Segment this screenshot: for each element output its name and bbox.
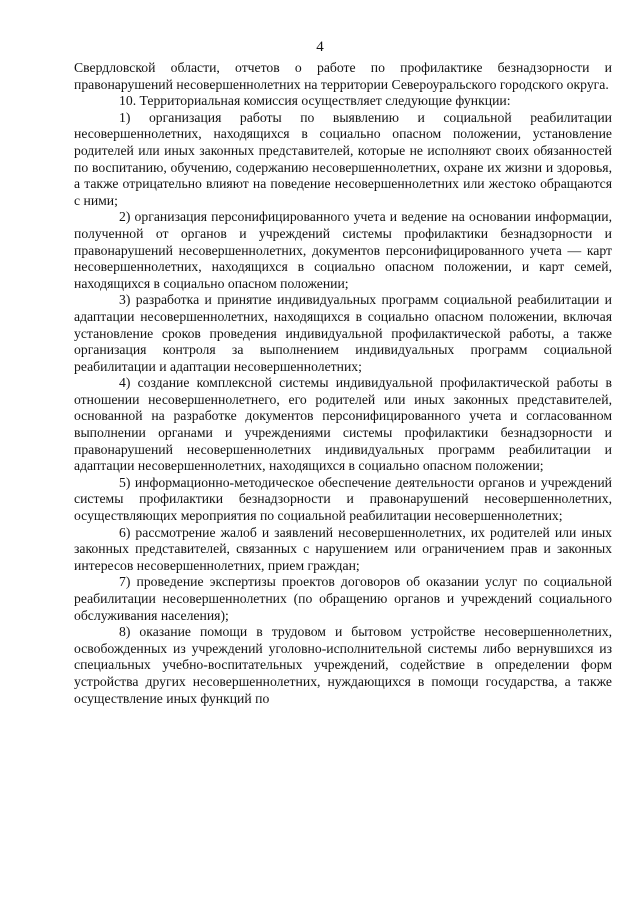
document-body: [74, 60, 612, 707]
paragraph-function-4: 4) создание комплексной системы индивидуальной профилактической работы в отношении несовершеннолетнего, его родителей или иных законных представителей, основанной на разработке документов персонифицированного учета и согласованном выполнении органами и учреждениями системы профилактики безнадзорности и правонарушений несовершеннолетних индивидуальных программ реабилитации и адаптации несовершеннолетних, находящихся в социально опасном положении;: [74, 375, 612, 474]
page-number: 4: [316, 39, 324, 55]
paragraph-function-8: 8) оказание помощи в трудовом и бытовом устройстве несовершеннолетних, освобожденных из учреждений уголовно-исполнительной системы либо вернувшихся из специальных учебно-воспитательных учреждений, содействие в определении форм устройства других несовершеннолетних, нуждающихся в помощи государства, а также осуществление иных функций по: [74, 624, 612, 706]
paragraph-continuation: Свердловской области, отчетов о работе по профилактике безнадзорности и правонарушений несовершеннолетних на территории Североуральского городского округа.: [74, 60, 612, 92]
paragraph-function-1: 1) организация работы по выявлению и социальной реабилитации несовершеннолетних, находящихся в социально опасном положении, установление родителей или иных законных представителей, которые не исполняют своих обязанностей по воспитанию, обучению, содержанию несовершеннолетних, охране их жизни и здоровья, а также отрицательно влияют на поведение несовершеннолетних или жестоко обращаются с ними;: [74, 109, 612, 208]
paragraph-function-6: 6) рассмотрение жалоб и заявлений несовершеннолетних, их родителей или иных законных представителей, связанных с нарушением или ограничением прав и законных интересов несовершеннолетних, прием граждан;: [74, 524, 612, 573]
paragraph-functions-heading: 10. Территориальная комиссия осуществляет следующие функции:: [119, 93, 511, 109]
paragraph-function-3: 3) разработка и принятие индивидуальных программ социальной реабилитации и адаптации несовершеннолетних, находящихся в социально опасном положении, включая установление сроков проведения индивидуальной профилактической работы, а также организация контроля за выполнением индивидуальных программ социальной реабилитации и адаптации несовершеннолетних;: [74, 292, 612, 374]
paragraph-function-2: 2) организация персонифицированного учета и ведение на основании информации, полученной от органов и учреждений системы профилактики безнадзорности и правонарушений несовершеннолетних, документов персонифицированного учета — карт несовершеннолетних, находящихся в социально опасном положении, и карт семей, находящихся в социально опасном положении;: [74, 209, 612, 291]
paragraph-function-5: 5) информационно-методическое обеспечение деятельности органов и учреждений системы профилактики безнадзорности и правонарушений несовершеннолетних, осуществляющих мероприятия по социальной реабилитации несовершеннолетних;: [74, 474, 612, 524]
paragraph-function-7: 7) проведение экспертизы проектов договоров об оказании услуг по социальной реабилитации несовершеннолетних (по обращению органов и учреждений социального обслуживания населения);: [74, 574, 612, 623]
